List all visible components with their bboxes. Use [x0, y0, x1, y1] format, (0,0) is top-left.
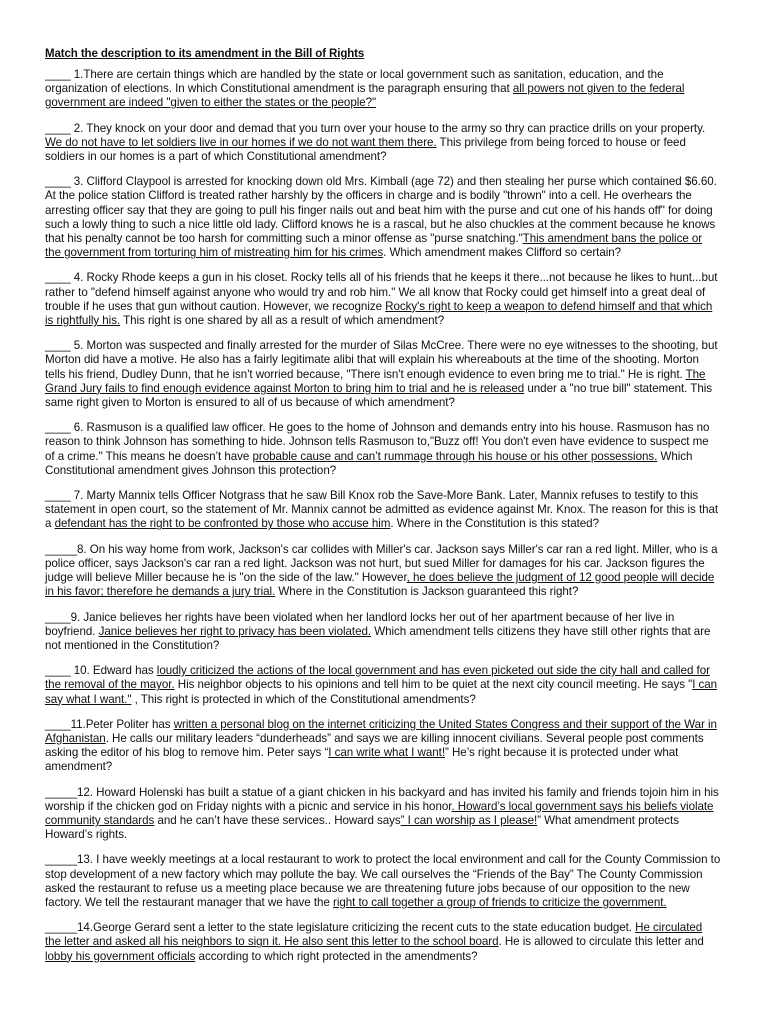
- question-text: ____ 10. Edward has: [45, 664, 157, 678]
- question-list: [45, 68, 721, 964]
- underlined-phrase: all powers not given to the federal government are indeed "given to either the states or the people?": [45, 82, 685, 110]
- question-item-4: [45, 271, 721, 328]
- question-item-12: [45, 786, 721, 843]
- question-item-9: [45, 611, 721, 654]
- question-text: ____ 6. Rasmuson is a qualified law officer. He goes to the home of Johnson and demands entry into his house. Rasmuson has no reason to think Johnson has something to hide. Johnson tells Rasmuson to,"Buzz off! You don't even have evidence to suspect me of a crime." This means he doesn’t have: [45, 421, 710, 463]
- question-text: His neighbor objects to his opinions and tell him to be quiet at the next city council meeting. He says ": [174, 678, 693, 692]
- question-text: , This right is protected in which of the Constitutional amendments?: [131, 692, 476, 706]
- question-text: ____ 7. Marty Mannix tells Officer Notgrass that he saw Bill Knox rob the Save-More Bank. Later, Mannix refuses to testify to this statement in open court, so the statement of Mr. Mannix cannot be admitted as evidence against Mr. Knox. The reason for this is that a: [45, 489, 719, 531]
- question-text: _____12. Howard Holenski has built a statue of a giant chicken in his backyard and has invited his family and friends tojoin him in his worship if the chicken god on Friday nights with a picnic and service in his honor: [45, 785, 719, 813]
- question-text: . Where in the Constitution is this stated?: [390, 517, 599, 531]
- question-text: and he can’t have these services.. Howard says: [154, 813, 401, 827]
- question-text: under a "no true bill" statement. This same right given to Morton is ensured to all of us because of which amendment?: [45, 381, 713, 410]
- question-text: _____13. I have weekly meetings at a local restaurant to work to protect the local environment and call for the County Commission to stop development of a new factory which may pollute the bay. We call ourselves the “Friends of the Bay” The County Commission asked the restaurant to refuse us a meeting place because we are threatening future jobs because of our opposition to the new factory. We tell the restaurant manager that we have the: [45, 853, 721, 909]
- underlined-phrase: This amendment bans the police or the government from torturing him of mistreating him for his crimes: [45, 232, 703, 260]
- question-text: Which Constitutional amendment gives Johnson this protection?: [45, 449, 693, 477]
- question-text: _____14.George Gerard sent a letter to the state legislature criticizing the recent cuts to the state education budget.: [45, 921, 636, 935]
- question-text: ____ 2. They knock on your door and demad that you turn over your house to the army so thry can practice drills on your property.: [45, 121, 706, 135]
- underlined-phrase: Rocky's right to keep a weapon to defend himself and that which is rightfully his.: [45, 299, 713, 328]
- underlined-phrase: ” I can worship as I please!: [400, 813, 538, 827]
- question-text: Where in the Constitution is Jackson guaranteed this right?: [275, 585, 579, 599]
- underlined-phrase: defendant has the right to be confronted by those who accuse him: [54, 517, 391, 531]
- underlined-phrase: . Howard’s local government says his beliefs violate community standards: [45, 799, 714, 827]
- question-text: . He is allowed to circulate this letter and: [498, 935, 704, 949]
- question-text: Which amendment tells citizens they have still other rights that are not mentioned in the Constitution?: [45, 624, 711, 652]
- underlined-phrase: loudly criticized the actions of the local government and has even picketed out side the city hall and called for the removal of the mayor.: [45, 664, 710, 692]
- question-text: ____ 1.There are certain things which are handled by the state or local government such as sanitation, education, and the organization of elections. In which Constitutional amendment is the paragraph ensuring that: [45, 68, 664, 96]
- underlined-phrase: Janice believes her right to privacy has been violated.: [98, 624, 372, 638]
- question-item-8: [45, 543, 721, 600]
- underlined-phrase: We do not have to let soldiers live in our homes if we do not want them there.: [45, 135, 437, 149]
- question-item-7: [45, 489, 721, 532]
- question-text: ” He’s right because it is protected under what amendment?: [45, 746, 679, 774]
- question-text: This privilege from being forced to house or feed soldiers in our homes is a part of which Constitutional amendment?: [45, 135, 686, 164]
- underlined-phrase: I can say what I want.": [45, 678, 718, 706]
- underlined-phrase: The Grand Jury fails to find enough evidence against Morton to bring him to trial and he is released: [45, 367, 706, 395]
- question-item-2: [45, 122, 721, 165]
- question-text: _____8. On his way home from work, Jackson's car collides with Miller's car. Jackson says Miller's car ran a red light. Miller, who is a police officer, says Jackson's car ran a red light. Jackson was not hurt, but sued Miller for damages for his car. Jackson figures the judge will believe Miller because he is "on the side of the law." However: [45, 542, 718, 585]
- question-text: ____ 4. Rocky Rhode keeps a gun in his closet. Rocky tells all of his friends that he keeps it there...not because he likes to hunt...but rather to "defend himself against anyone who would try and rob him." We all know that Rocky could get himself into a great deal of trouble if he uses that gun without caution. However, we recognize: [45, 271, 718, 313]
- underlined-phrase: I can write what I want!: [328, 746, 445, 760]
- question-item-13: [45, 853, 721, 910]
- underlined-phrase: He circulated the letter and asked all his neighbors to sign it. He also sent this letter to the school board: [45, 921, 703, 949]
- question-item-3: [45, 175, 721, 260]
- question-item-6: [45, 421, 721, 478]
- question-item-10: [45, 664, 721, 707]
- underlined-phrase: right to call together a group of friends to criticize the government.: [333, 895, 667, 909]
- question-item-1: [45, 68, 721, 111]
- question-text: . Which amendment makes Clifford so certain?: [383, 246, 622, 260]
- question-text: ____ 3. Clifford Claypool is arrested for knocking down old Mrs. Kimball (age 72) and then stealing her purse which contained $6.60. At the police station Clifford is treated rather harshly by the officers in charge and is bodily "thrown" into a cell. He overhears the arresting officer say that they are going to pull his finger nails out and beat him with the purse and cut one of his hands off" for doing such a lowly thing to such a nice little old lady. Clifford knows he is a rascal, but he also chuckles at the comment because he knows that his penalty cannot be too harsh for committing such a minor offense as "purse snatching.": [45, 175, 717, 246]
- question-item-5: [45, 339, 721, 410]
- question-text: according to which right protected in the amendments?: [195, 949, 478, 963]
- underlined-phrase: lobby his government officials: [45, 949, 196, 963]
- worksheet-title: Match the description to its amendment in the Bill of Rights: [45, 48, 365, 60]
- question-text: . He calls our military leaders “dunderheads” and says we are killing innocent civilians. Several people post comments asking the editor of his blog to remove him. Peter says “: [45, 731, 704, 760]
- question-text: ” What amendment protects Howard’s rights.: [45, 813, 679, 842]
- question-item-14: [45, 921, 721, 964]
- question-item-11: [45, 718, 721, 775]
- underlined-phrase: probable cause and can’t rummage through his house or his other possessions.: [252, 449, 658, 463]
- question-text: This right is one shared by all as a result of which amendment?: [120, 314, 445, 328]
- question-text: ____11.Peter Politer has: [45, 717, 174, 731]
- question-text: ____9. Janice believes her rights have been violated when her landlord locks her out of her apartment because of her live in boyfriend.: [45, 610, 675, 638]
- underlined-phrase: , he does believe the judgment of 12 good people will decide in his favor; therefore he demands a jury trial.: [45, 571, 715, 599]
- underlined-phrase: written a personal blog on the internet criticizing the United States Congress and their support of the War in Afghanistan: [45, 717, 717, 745]
- question-text: ____ 5. Morton was suspected and finally arrested for the murder of Silas McCree. There were no eye witnesses to the shooting, but Morton did have a motive. He also has a fairly legitimate alibi that will explain his whereabouts at the time of the shooting. Morton tells his friend, Dudley Dunn, that he isn't worried because, "There isn't enough evidence to even bring me to trial." He is right.: [45, 339, 718, 381]
